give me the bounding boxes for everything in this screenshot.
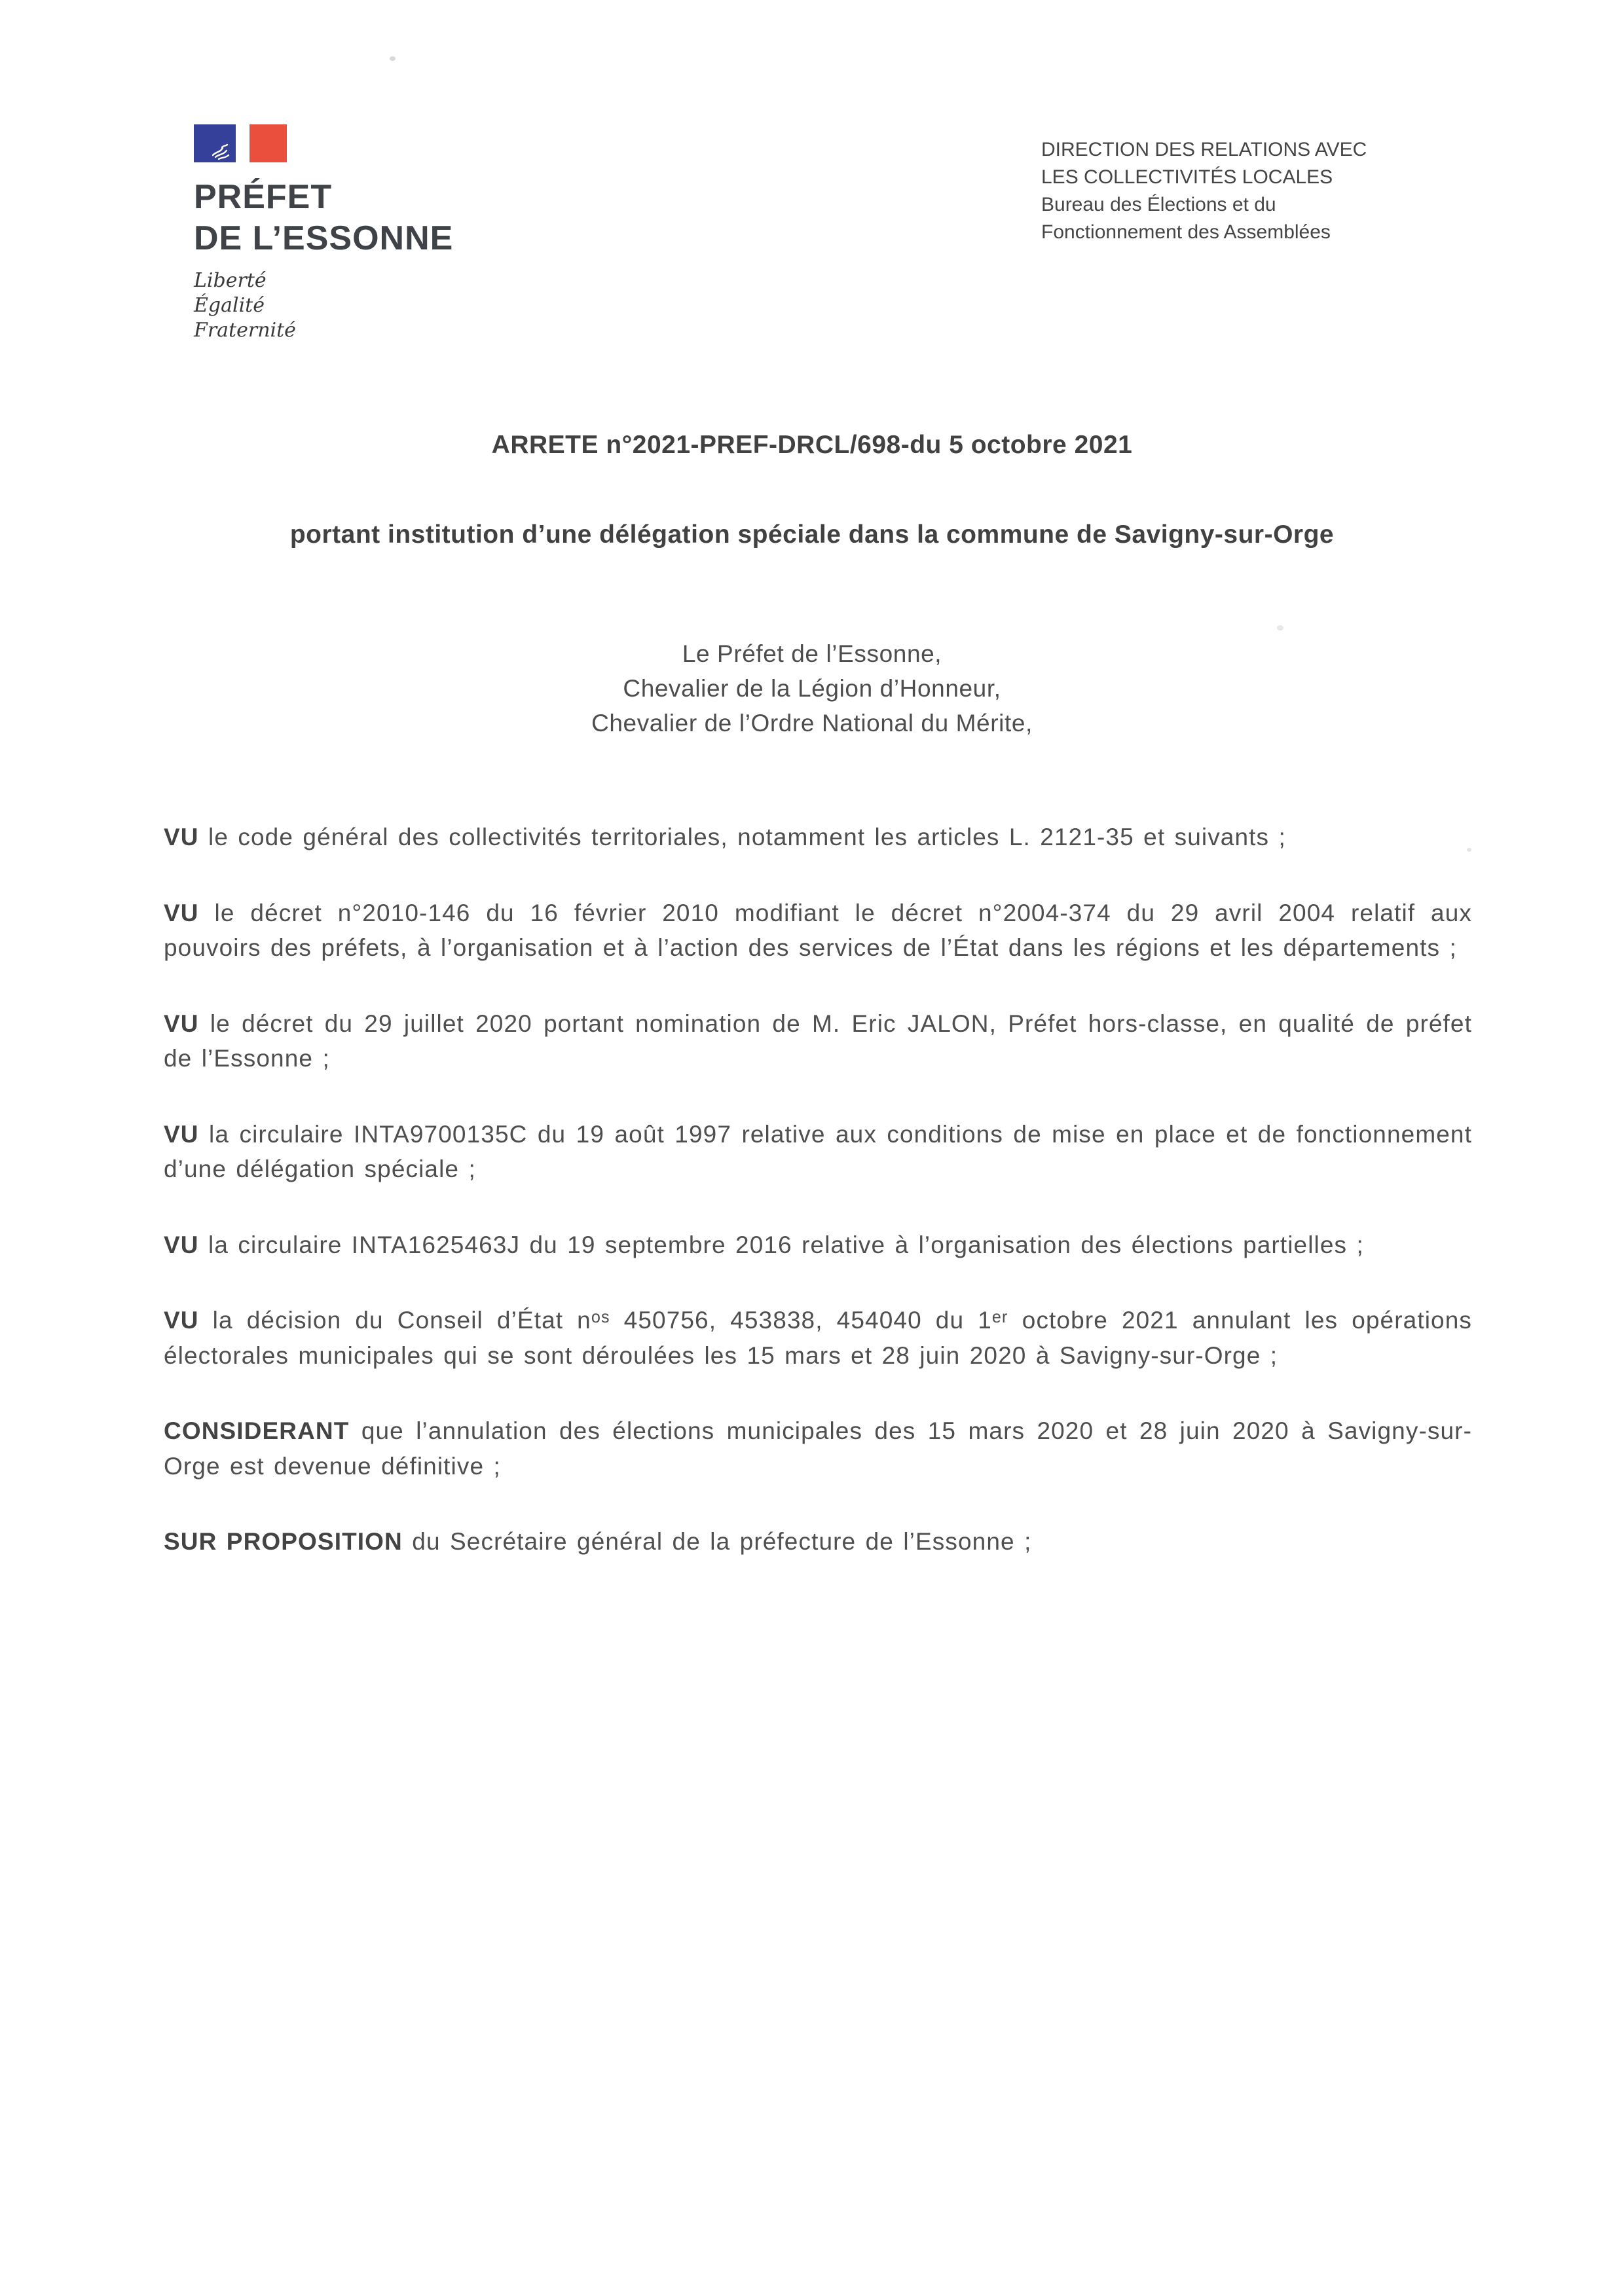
paragraph-lead: VU — [164, 1231, 199, 1258]
document-subtitle: portant institution d’une délégation spéciale dans la commune de Savigny-sur-Orge — [289, 520, 1335, 549]
paragraph-text: le décret du 29 juillet 2020 portant nomination de M. Eric JALON, Préfet hors-classe, en qualité de préfet de l’Essonne ; — [164, 1010, 1472, 1072]
document-body — [164, 820, 1472, 1600]
direction-line: LES COLLECTIVITÉS LOCALES — [1041, 166, 1333, 188]
paragraph-text: le code général des collectivités territoriales, notamment les articles L. 2121-35 et suivants ; — [208, 824, 1286, 850]
prefecture-name-line2: DE L’ESSONNE — [194, 219, 454, 257]
motto-line: Liberté — [194, 269, 267, 292]
motto-line: Fraternité — [194, 319, 296, 342]
paragraph-lead: CONSIDERANT — [164, 1417, 350, 1444]
paragraph-text: la décision du Conseil d’État nᵒˢ 450756, 453838, 454040 du 1ᵉʳ octobre 2021 annulant les opérations électorales municipales qui se sont déroulées les 15 mars et 28 juin 2020 à Savigny-sur-Orge ; — [164, 1307, 1472, 1369]
salutation-block — [0, 636, 1624, 740]
paragraph-considerant — [164, 1413, 1472, 1484]
direction-line: Fonctionnement des Assemblées — [1041, 221, 1331, 243]
paragraph-vu-conseil-etat — [164, 1303, 1472, 1373]
paragraph-lead: VU — [164, 1120, 199, 1148]
prefecture-name-line1: PRÉFET — [194, 178, 333, 216]
paragraph-vu-circulaire-2016 — [164, 1228, 1472, 1263]
flag-red-block — [249, 124, 287, 162]
document-title: ARRETE n°2021-PREF-DRCL/698-du 5 octobre 2021 — [491, 431, 1133, 459]
salutation-line: Le Préfet de l’Essonne, — [682, 640, 942, 667]
flag-blue-block — [194, 124, 236, 162]
paragraph-lead: VU — [164, 1010, 199, 1037]
paragraph-vu-circulaire-1997 — [164, 1117, 1472, 1187]
paragraph-lead: VU — [164, 1307, 199, 1334]
marianne-profile-icon — [209, 139, 235, 162]
paragraph-lead: SUR PROPOSITION — [164, 1528, 403, 1555]
motto-line: Égalité — [194, 294, 265, 317]
paragraph-text: la circulaire INTA1625463J du 19 septembre 2016 relative à l’organisation des élections partielles ; — [208, 1231, 1364, 1258]
paragraph-vu-decret-2020 — [164, 1006, 1472, 1076]
salutation-line: Chevalier de la Légion d’Honneur, — [623, 675, 1001, 702]
paragraph-lead: VU — [164, 899, 199, 926]
republic-motto — [194, 268, 453, 343]
scan-speck — [390, 56, 396, 61]
paragraph-sur-proposition — [164, 1524, 1472, 1559]
government-logo — [194, 124, 453, 343]
scan-speck — [1277, 625, 1283, 630]
paragraph-text: du Secrétaire général de la préfecture de l’Essonne ; — [412, 1528, 1032, 1555]
issuing-direction — [1041, 136, 1513, 246]
salutation-line: Chevalier de l’Ordre National du Mérite, — [591, 710, 1033, 737]
prefecture-name — [194, 177, 453, 259]
direction-line: DIRECTION DES RELATIONS AVEC — [1041, 139, 1367, 160]
paragraph-lead: VU — [164, 824, 199, 850]
paragraph-vu-cgct — [164, 820, 1472, 855]
paragraph-text: le décret n°2010-146 du 16 février 2010 modifiant le décret n°2004-374 du 29 avril 2004 relatif aux pouvoirs des préfets, à l’organisation et à l’action des services de l’État dans les régions et les départements ; — [164, 899, 1472, 961]
direction-line: Bureau des Élections et du — [1041, 194, 1276, 215]
paragraph-text: la circulaire INTA9700135C du 19 août 1997 relative aux conditions de mise en place et de fonctionnement d’une délégation spéciale ; — [164, 1120, 1472, 1182]
paragraph-text: que l’annulation des élections municipales des 15 mars 2020 et 28 juin 2020 à Savigny-sur-Orge est devenue définitive ; — [164, 1417, 1473, 1480]
french-flag-logo — [194, 124, 453, 162]
paragraph-vu-decret-2010 — [164, 896, 1472, 966]
